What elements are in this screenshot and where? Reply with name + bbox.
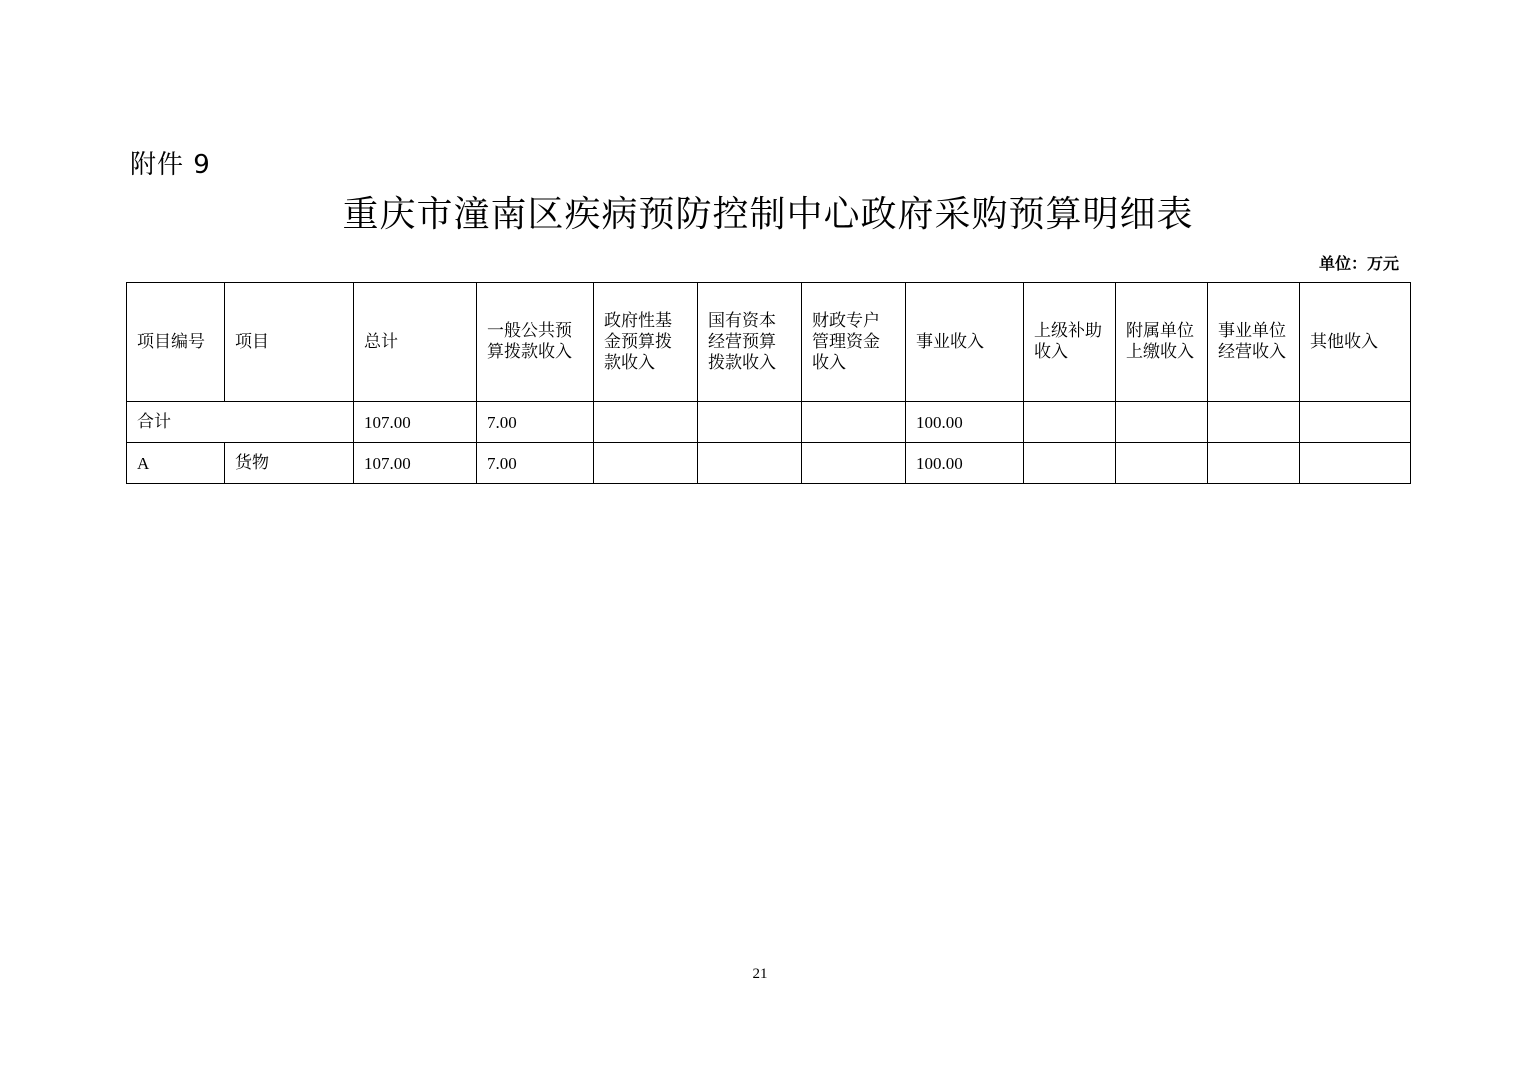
table-cell	[802, 402, 906, 443]
table-header-row	[127, 283, 1411, 402]
table-cell	[1024, 402, 1116, 443]
document-title: 重庆市潼南区疾病预防控制中心政府采购预算明细表	[342, 194, 1194, 235]
header-cell: 项目	[225, 283, 354, 402]
attachment-label: 附件 9	[130, 150, 211, 180]
table-cell: 100.00	[906, 443, 1024, 484]
header-cell: 总计	[354, 283, 477, 402]
table-cell	[698, 402, 802, 443]
table-cell	[698, 443, 802, 484]
header-cell: 事业收入	[906, 283, 1024, 402]
procurement-budget-table	[126, 282, 1411, 484]
table-cell: 107.00	[354, 402, 477, 443]
table-cell	[1116, 402, 1208, 443]
table-cell	[1208, 402, 1300, 443]
table-cell	[1208, 443, 1300, 484]
table-cell: 100.00	[906, 402, 1024, 443]
header-cell: 其他收入	[1300, 283, 1411, 402]
header-cell: 政府性基金预算拨款收入	[594, 283, 698, 402]
table-cell	[594, 443, 698, 484]
table-cell: 107.00	[354, 443, 477, 484]
header-cell: 事业单位经营收入	[1208, 283, 1300, 402]
table-cell: 7.00	[477, 443, 594, 484]
page-number: 21	[752, 966, 768, 982]
table-row	[127, 443, 1411, 484]
header-cell: 一般公共预算拨款收入	[477, 283, 594, 402]
total-row	[127, 402, 1411, 443]
total-label-cell: 合计	[127, 402, 354, 443]
table-cell	[1300, 443, 1411, 484]
table-cell	[802, 443, 906, 484]
unit-label: 单位：万元	[1318, 254, 1399, 273]
table-cell	[1300, 402, 1411, 443]
header-cell: 国有资本经营预算拨款收入	[698, 283, 802, 402]
table-cell	[1116, 443, 1208, 484]
table-cell: A	[127, 443, 225, 484]
header-cell: 上级补助收入	[1024, 283, 1116, 402]
header-cell: 项目编号	[127, 283, 225, 402]
header-cell: 附属单位上缴收入	[1116, 283, 1208, 402]
table-cell: 货物	[225, 443, 354, 484]
table-cell: 7.00	[477, 402, 594, 443]
table-cell	[1024, 443, 1116, 484]
header-cell: 财政专户管理资金收入	[802, 283, 906, 402]
table-cell	[594, 402, 698, 443]
